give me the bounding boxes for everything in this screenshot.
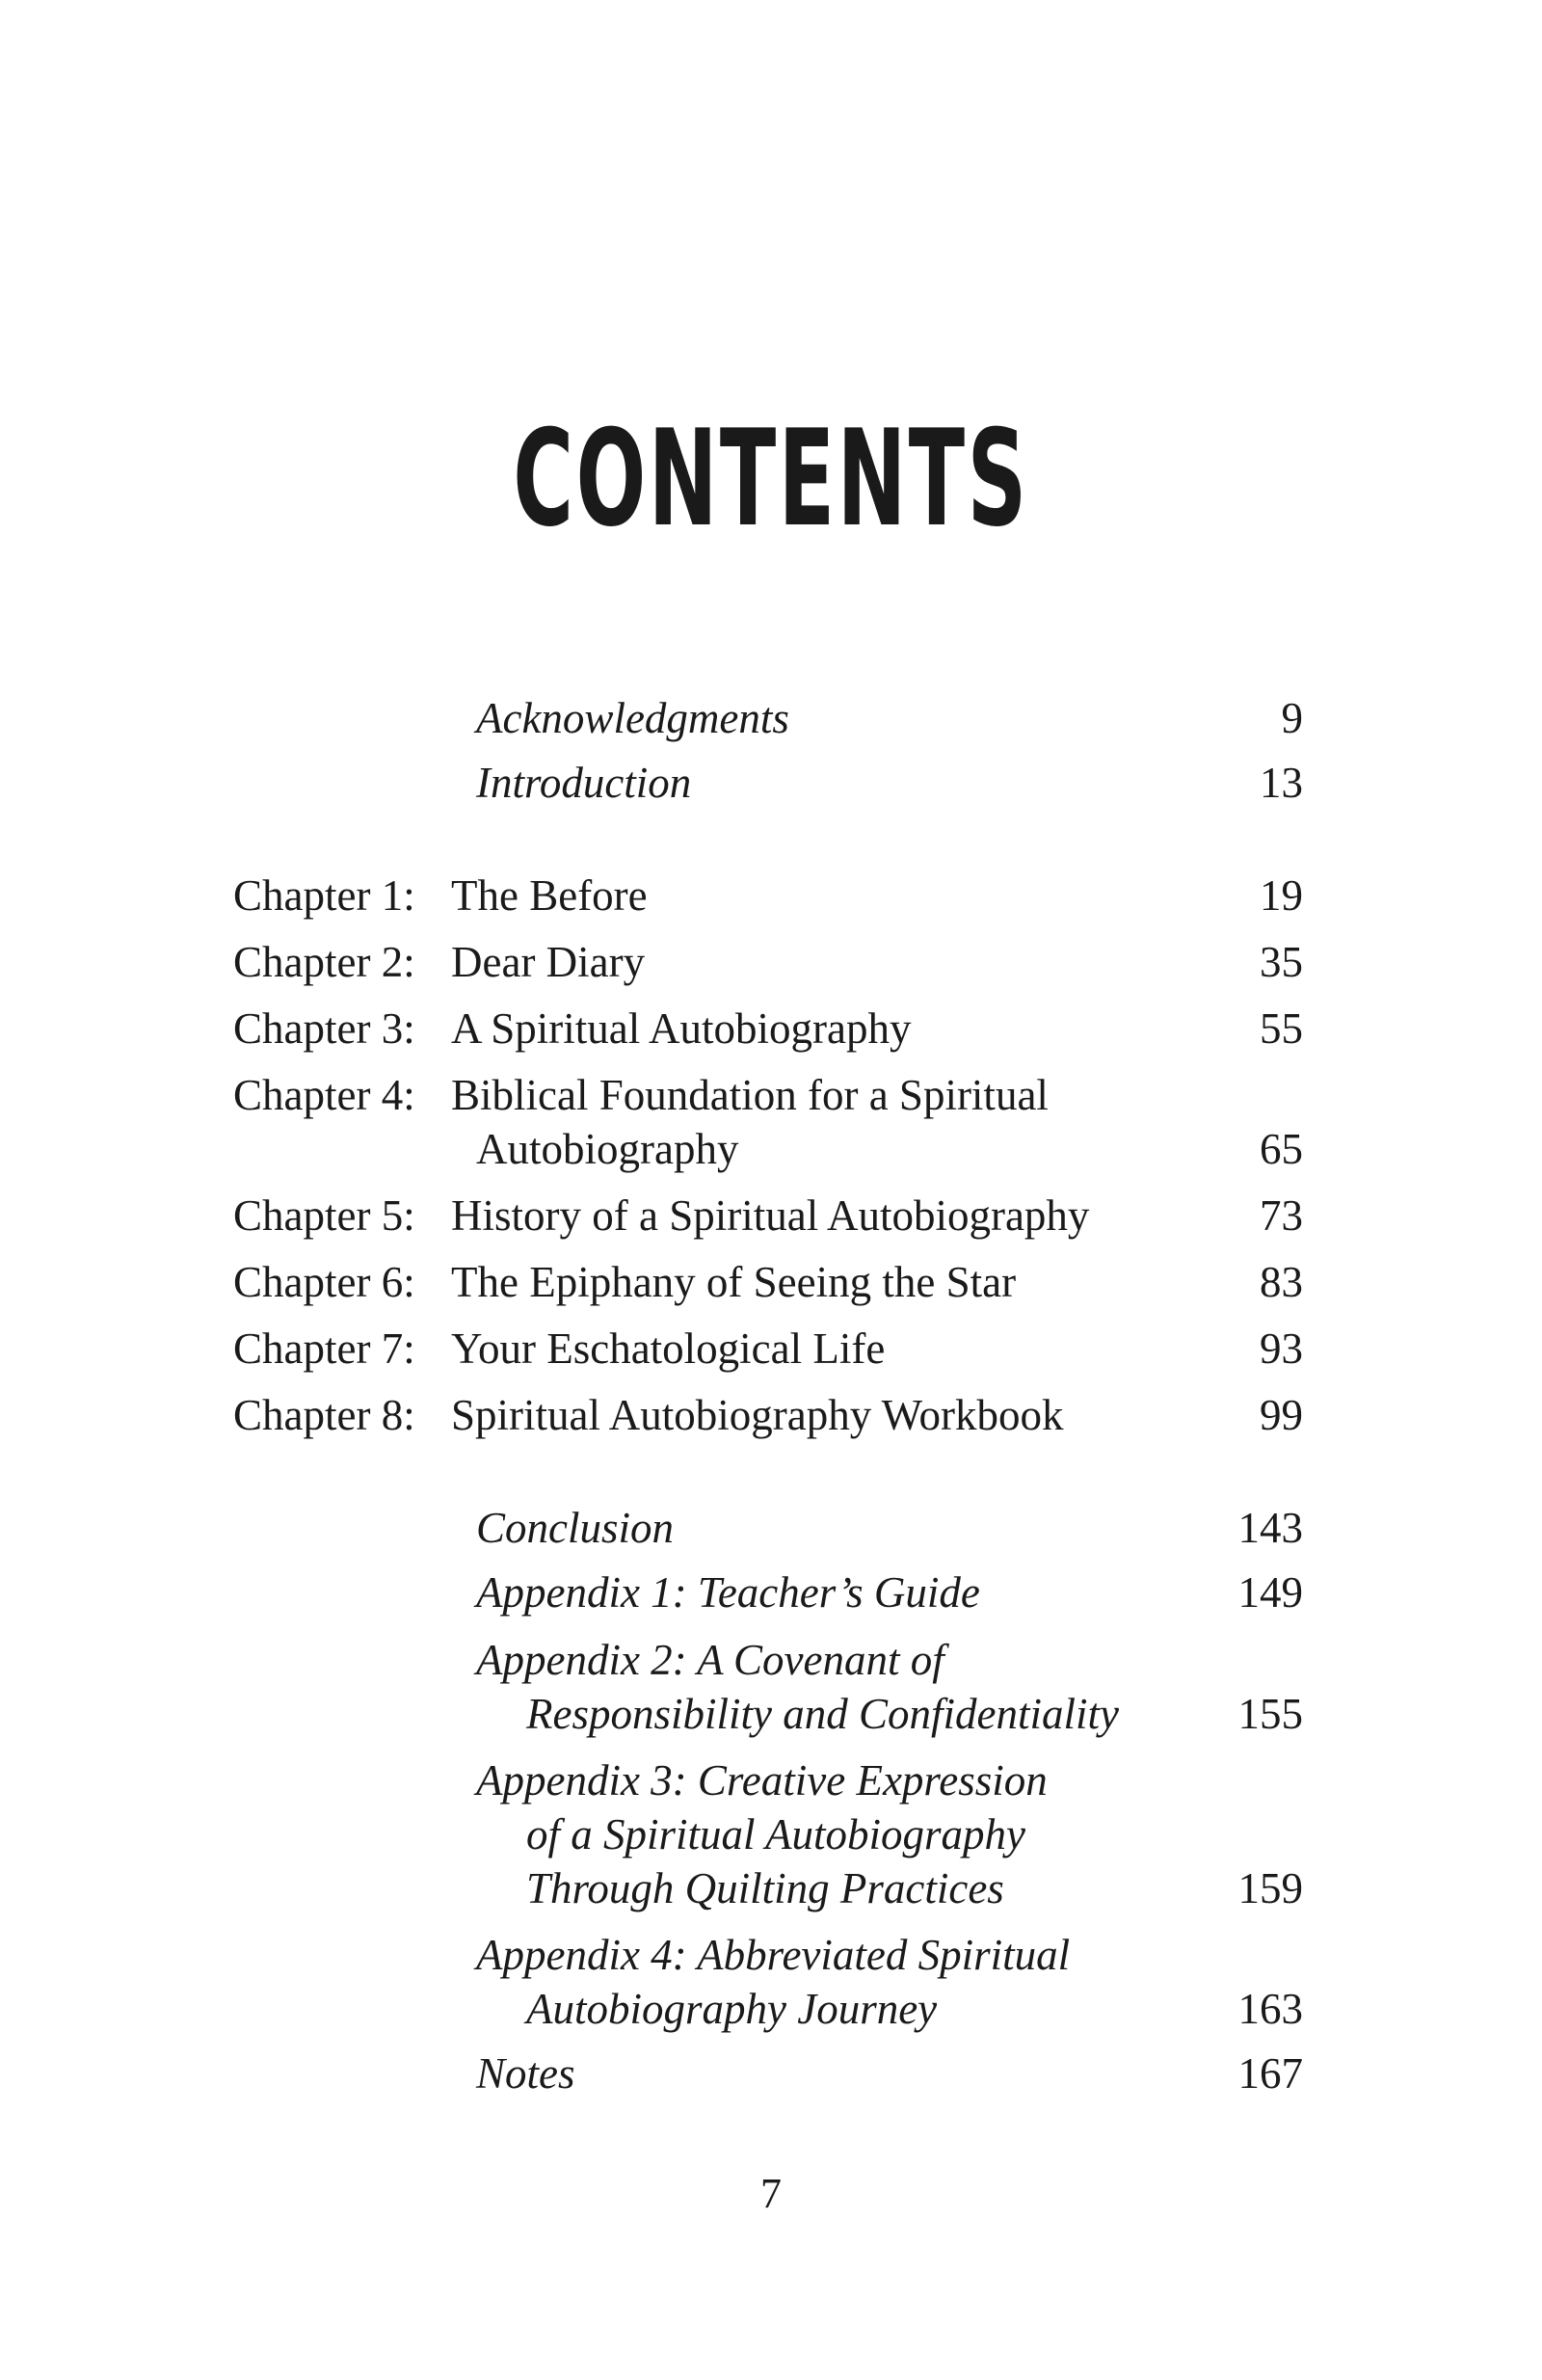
entry-title: Dear Diary (451, 938, 646, 986)
chapter-label: Chapter 4: (233, 1071, 415, 1119)
entry-title-line-1: Appendix 4: Abbreviated Spiritual (476, 1931, 1071, 1979)
entry-page-number: 73 (1260, 1191, 1303, 1240)
entry-title-line-2: Autobiography Journey (526, 1985, 938, 2033)
entry-title-line-3: Through Quilting Practices (526, 1864, 1004, 1912)
entry-title-line-1: Appendix 3: Creative Expression (476, 1756, 1048, 1805)
entry-title: History of a Spiritual Autobiography (451, 1191, 1090, 1240)
entry-title: Conclusion (476, 1504, 675, 1552)
entry-title-line-1: Appendix 2: A Covenant of (476, 1636, 944, 1684)
entry-title: Introduction (476, 759, 692, 807)
entry-title-line-1: Biblical Foundation for a Spiritual (451, 1071, 1049, 1119)
chapter-label: Chapter 5: (233, 1191, 415, 1240)
entry-title: Spiritual Autobiography Workbook (451, 1391, 1064, 1439)
entry-title: Appendix 1: Teacher’s Guide (476, 1568, 980, 1617)
entry-page-number: 143 (1237, 1504, 1303, 1552)
entry-page-number: 19 (1260, 871, 1303, 920)
entry-title-line-2: Responsibility and Confidentiality (526, 1690, 1119, 1738)
entry-title: Acknowledgments (476, 694, 789, 742)
chapter-label: Chapter 1: (233, 871, 415, 920)
entry-title: The Epiphany of Seeing the Star (451, 1258, 1017, 1306)
chapter-label: Chapter 8: (233, 1391, 415, 1439)
entry-page-number: 159 (1237, 1864, 1303, 1912)
chapter-label: Chapter 3: (233, 1004, 415, 1053)
chapter-label: Chapter 7: (233, 1324, 415, 1373)
entry-title: Your Eschatological Life (451, 1324, 886, 1373)
entry-page-number: 9 (1281, 694, 1303, 742)
entry-title: A Spiritual Autobiography (451, 1004, 912, 1053)
entry-title-line-2: of a Spiritual Autobiography (526, 1810, 1025, 1859)
chapter-label: Chapter 6: (233, 1258, 415, 1306)
page-number: 7 (760, 2170, 782, 2217)
entry-page-number: 13 (1260, 759, 1303, 807)
entry-page-number: 35 (1260, 938, 1303, 986)
entry-page-number: 163 (1237, 1985, 1303, 2033)
entry-page-number: 149 (1237, 1568, 1303, 1617)
page-title: CONTENTS (513, 401, 1029, 556)
entry-page-number: 65 (1260, 1125, 1303, 1173)
entry-page-number: 55 (1260, 1004, 1303, 1053)
entry-page-number: 99 (1260, 1391, 1303, 1439)
chapter-label: Chapter 2: (233, 938, 415, 986)
entry-title: The Before (451, 871, 648, 920)
entry-title: Notes (476, 2049, 575, 2098)
entry-page-number: 155 (1237, 1690, 1303, 1738)
entry-title-line-2: Autobiography (476, 1125, 739, 1173)
entry-page-number: 93 (1260, 1324, 1303, 1373)
entry-page-number: 167 (1237, 2049, 1303, 2098)
entry-page-number: 83 (1260, 1258, 1303, 1306)
